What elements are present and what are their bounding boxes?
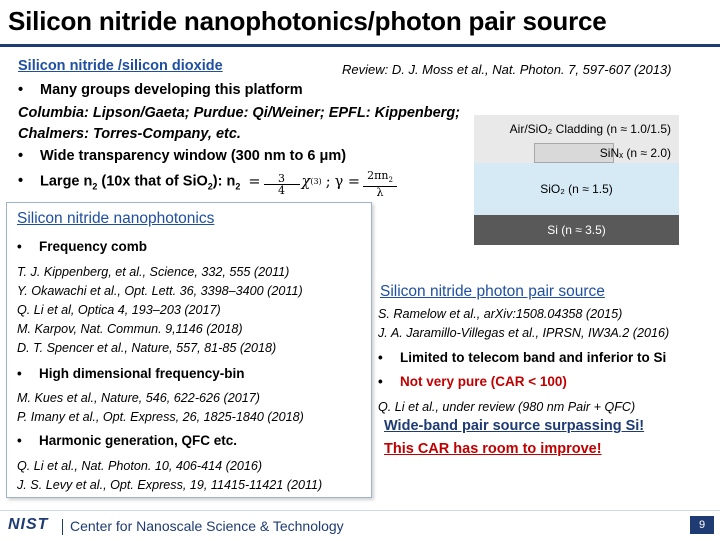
platform-bullet-transparency: • Wide transparency window (300 nm to 6 μm) — [18, 148, 347, 164]
hg-ref: J. S. Levy et al., Opt. Express, 19, 11415-11421 (2011) — [17, 478, 323, 492]
comb-ref: D. T. Spencer et al., Nature, 557, 81-85 (2018) — [17, 341, 277, 355]
comb-ref: Q. Li et al, Optica 4, 193–203 (2017) — [17, 303, 221, 317]
hg-ref: Q. Li et al., Nat. Photon. 10, 406-414 (2016) — [17, 459, 263, 473]
under-review-note: Q. Li et al., under review (980 nm Pair + QFC) — [378, 400, 636, 414]
bullet-purity: • Not very pure (CAR < 100) — [378, 374, 567, 389]
bullet-harmonic-generation: • Harmonic generation, QFC etc. — [17, 433, 238, 448]
si-substrate-layer: Si (n ≈ 3.5) — [474, 215, 679, 245]
sin-row: SiNₓ (n ≈ 2.0) — [474, 143, 679, 163]
nanophotonics-heading: Silicon nitride nanophotonics — [17, 210, 215, 227]
pair-source-heading: Silicon nitride photon pair source — [380, 283, 605, 300]
platform-bullet-groups: • Many groups developing this platform — [18, 82, 303, 98]
bullet-frequency-comb: • Frequency comb — [17, 239, 148, 254]
platform-bullet-n2: • Large $n_2$ (10x that of SiO$_2$): $n_2$ = 3 4 χ (3) ; γ = $2\pi n_2$ λ — [18, 170, 397, 193]
footer-divider — [62, 519, 63, 535]
platform-heading: Silicon nitride /silicon dioxide — [18, 58, 223, 74]
waveguide-layer-diagram — [474, 115, 679, 245]
hd-ref: P. Imany et al., Opt. Express, 26, 1825-1840 (2018) — [17, 410, 304, 424]
bullet-dot: • — [18, 173, 24, 190]
footer-org-name: Center for Nanoscale Science & Technology — [70, 518, 344, 534]
title-divider — [0, 44, 720, 47]
bullet-dot: • — [18, 82, 24, 98]
page-number: 9 — [690, 516, 714, 534]
comb-ref: M. Karpov, Nat. Commun. 9,1146 (2018) — [17, 322, 243, 336]
sio2-layer: SiO₂ (n ≈ 1.5) — [474, 163, 679, 215]
n2-equation: = 3 4 χ (3) ; γ = $2\pi n_2$ λ — [248, 170, 397, 193]
cladding-layer: Air/SiO₂ Cladding (n ≈ 1.0/1.5) — [474, 115, 679, 143]
review-citation: Review: D. J. Moss et al., Nat. Photon. 7, 597-607 (2013) — [342, 62, 672, 77]
pair-source-ref: J. A. Jaramillo-Villegas et al., IPRSN, IW3A.2 (2016) — [378, 326, 670, 340]
conclusion-line-1: Wide-band pair source surpassing Si! — [384, 418, 645, 434]
pair-source-ref: S. Ramelow et al., arXiv:1508.04358 (2015) — [378, 307, 623, 321]
slide-footer — [0, 510, 720, 541]
bullet-limited: • Limited to telecom band and inferior to Si — [378, 350, 667, 365]
groups-line-1: Columbia: Lipson/Gaeta; Purdue: Qi/Weiner; EPFL: Kippenberg; — [18, 105, 461, 121]
comb-ref: Y. Okawachi et al., Opt. Lett. 36, 3398–3400 (2011) — [17, 284, 303, 298]
hd-ref: M. Kues et al., Nature, 546, 622-626 (2017) — [17, 391, 260, 405]
groups-line-2: Chalmers: Torres-Company, etc. — [18, 126, 241, 142]
bullet-dot: • — [18, 148, 24, 164]
nanophotonics-panel — [6, 202, 372, 498]
nist-logo: NIST — [8, 516, 49, 533]
bullet-high-dimensional: • High dimensional frequency-bin — [17, 366, 245, 381]
slide-title: Silicon nitride nanophotonics/photon pair source — [8, 6, 607, 36]
comb-ref: T. J. Kippenberg, et al., Science, 332, 555 (2011) — [17, 265, 290, 279]
conclusion-line-2: This CAR has room to improve! — [384, 441, 602, 457]
